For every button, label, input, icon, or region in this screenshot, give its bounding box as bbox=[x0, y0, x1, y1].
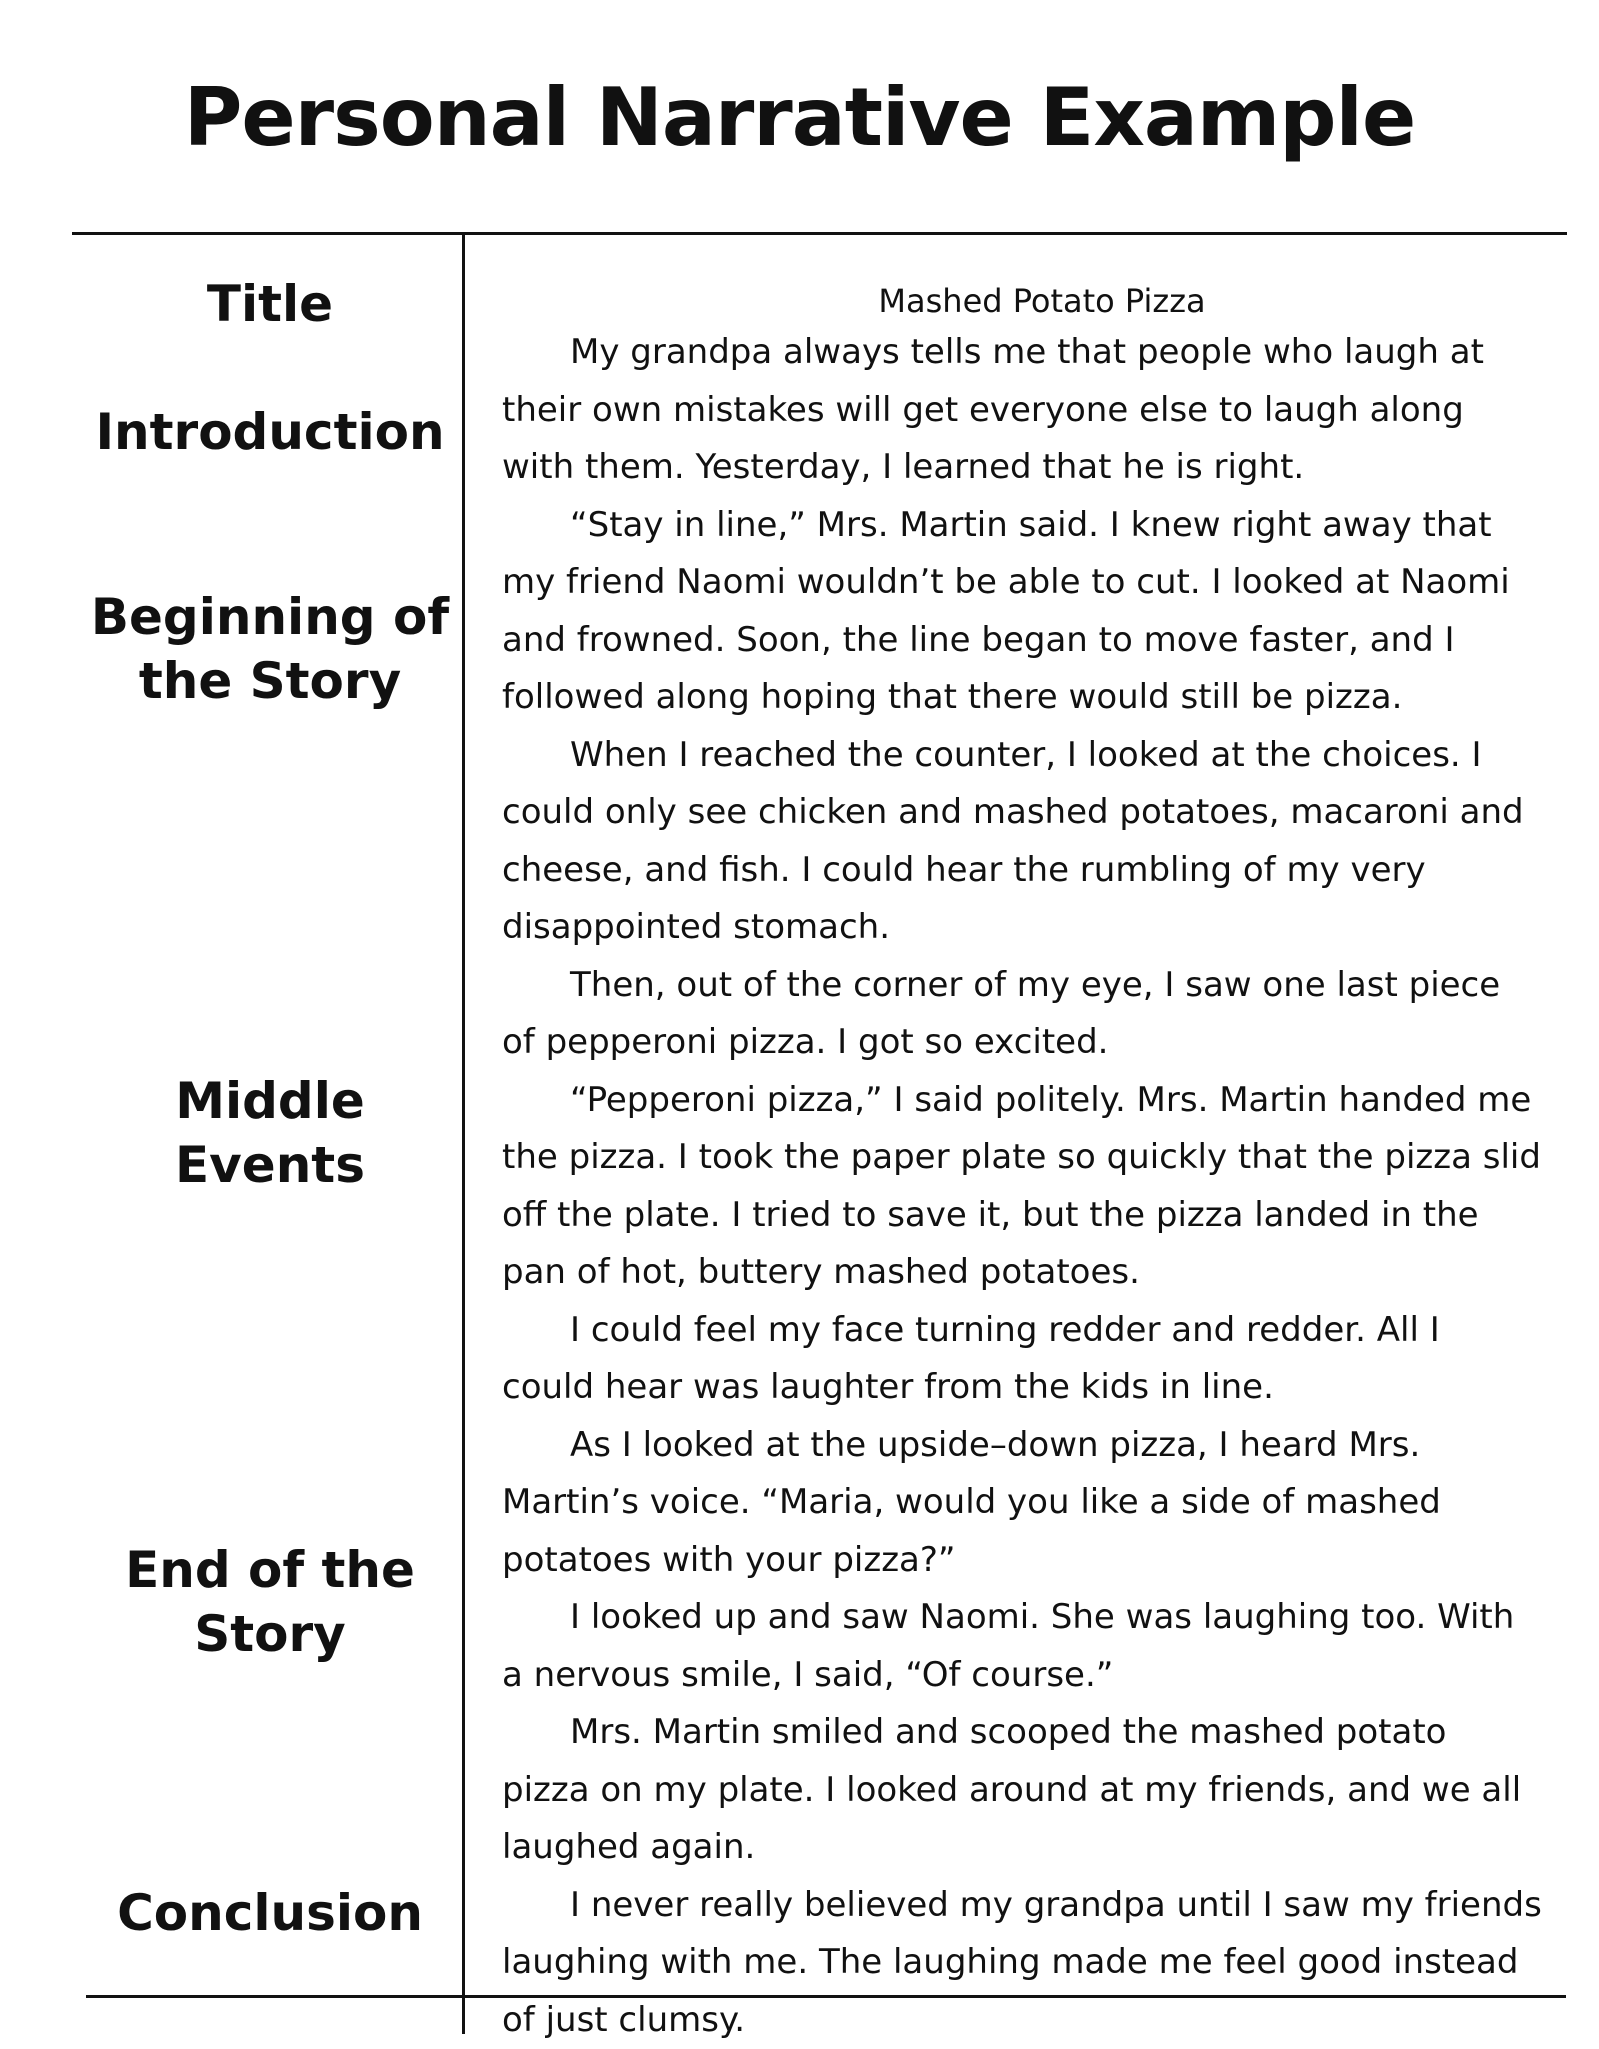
section-label-beginning: Beginning of the Story bbox=[80, 585, 460, 713]
story-paragraph: As I looked at the upside–down pizza, I heard Mrs. Martin’s voice. “Maria, would you like a side of mashed potatoes with your pizza?” bbox=[502, 1417, 1542, 1590]
section-label-middle: Middle Events bbox=[80, 1069, 460, 1197]
story-paragraph: I looked up and saw Naomi. She was laughing too. With a nervous smile, I said, “Of course.” bbox=[502, 1589, 1542, 1704]
story-body bbox=[502, 278, 1542, 2049]
story-paragraph: I never really believed my grandpa until I saw my friends laughing with me. The laughing made me feel good instead of just clumsy. bbox=[502, 1877, 1542, 2049]
story-paragraph: I could feel my face turning redder and redder. All I could hear was laughter from the kids in line. bbox=[502, 1302, 1542, 1417]
story-paragraph: “Pepperoni pizza,” I said politely. Mrs. Martin handed me the pizza. I took the paper plate so quickly that the pizza slid off the plate. I tried to save it, but the pizza landed in the pan of hot, buttery mashed potatoes. bbox=[502, 1072, 1542, 1302]
story-paragraph: “Stay in line,” Mrs. Martin said. I knew right away that my friend Naomi wouldn’t be able to cut. I looked at Naomi and frowned. Soon, the line began to move faster, and I followed along hoping that there would still be pizza. bbox=[502, 497, 1542, 727]
section-label-end: End of the Story bbox=[80, 1538, 460, 1666]
story-paragraph: Mrs. Martin smiled and scooped the mashed potato pizza on my plate. I looked around at my friends, and we all laughed again. bbox=[502, 1704, 1542, 1877]
section-label-introduction: Introduction bbox=[80, 400, 460, 464]
section-label-title: Title bbox=[80, 272, 460, 336]
story-paragraph: When I reached the counter, I looked at the choices. I could only see chicken and mashed potatoes, macaroni and cheese, and fish. I could hear the rumbling of my very disappointed stomach. bbox=[502, 727, 1542, 957]
page-title: Personal Narrative Example bbox=[0, 78, 1599, 158]
section-label-conclusion: Conclusion bbox=[80, 1881, 460, 1945]
story-title: Mashed Potato Pizza bbox=[502, 278, 1542, 324]
story-paragraph: Then, out of the corner of my eye, I saw one last piece of pepperoni pizza. I got so excited. bbox=[502, 957, 1542, 1072]
column-divider bbox=[462, 234, 465, 2034]
top-rule bbox=[72, 232, 1567, 235]
story-paragraph: My grandpa always tells me that people who laugh at their own mistakes will get everyone else to laugh along with them. Yesterday, I learned that he is right. bbox=[502, 324, 1542, 497]
